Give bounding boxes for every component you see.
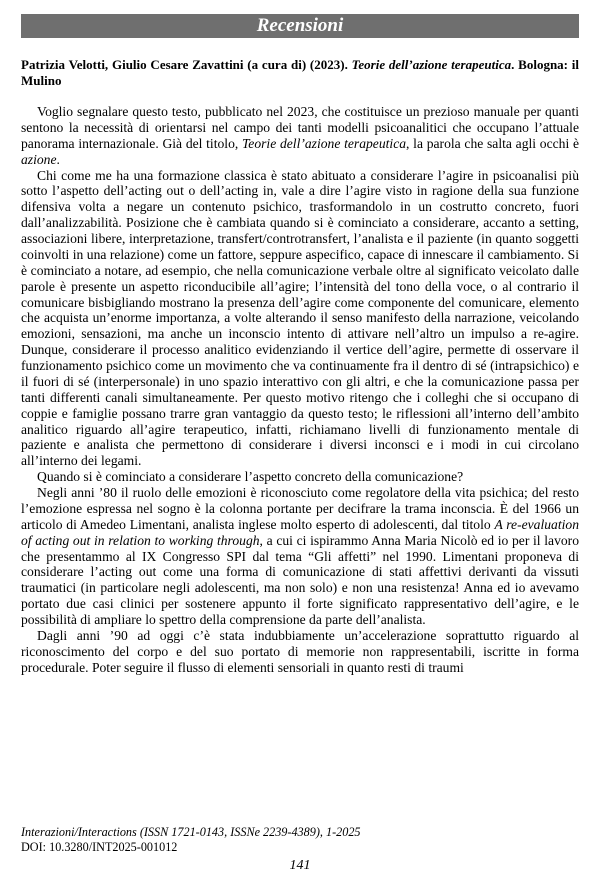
paragraph-4 xyxy=(21,485,579,628)
review-header xyxy=(21,57,579,89)
doi: DOI: 10.3280/INT2025-001012 xyxy=(21,840,178,854)
paragraph-3: Quando si è cominciato a considerare l’aspetto concreto della comunicazione? xyxy=(37,469,464,485)
paragraph-1 xyxy=(21,104,579,168)
paragraph-2: Chi come me ha una formazione classica è stato abituato a considerare l’agire in psicoanalisi più sotto l’aspetto dell’acting out o dell’acting in, vale a dire l’agire visto in ragione della sua funzione difensiva volta a negare un contenuto psichico, trasformandolo in un costrutto concreto, fuori dall’analizzabilità. Posizione che è cambiata quando si è cominciato a considerare, accanto a setting, associazioni libere, interpretazione, transfert/controtransfert, l’analista e il paziente (in quanto soggetti coinvolti in una relazione) come un fattore, seppure aspecifico, capace di innescare il cambiamento. Si è cominciato a notare, ad esempio, che nella comunicazione verbale oltre al significato veicolato dalle parole è presente un aspetto riconducibile all’agire; l’intensità del tono della voce, o al contrario il comunicare bisbigliando mostrano la presenza dell’agire come componente del comunicare, elemento che acquista un’enorme importanza, a volte alterando il senso manifesto della narrazione, veicolando emozioni, sensazioni, ma anche un inconscio intento di attivare nell’altro un impulso a re-agire. Dunque, considerare il processo analitico evidenziando il vertice dell’agire, permette di osservare il funzionamento psichico come un movimento che va continuamente fra il dentro di sé (intrapsichico) e il fuori di sé (interpersonale) in uno spazio interattivo con gli altri, e che la comunicazione passa per tanti differenti canali simultaneamente. Per questo motivo ritengo che i colleghi che si occupano di coppie e famiglie possano trarre gran vantaggio da questo testo; le riflessioni all’interno dell’ambito analitico riguardo all’agire terapeutico, infatti, richiamano livelli di funzionamento mentale di paziente e analista che permettono di considerare i diversi inconsci e i modi in cui circolano all’interno dei legami. xyxy=(21,167,579,469)
review-authors: Patrizia Velotti, Giulio Cesare Zavattini (a cura di) (2023). xyxy=(21,57,348,72)
review-publisher: . Bologna: il Mulino xyxy=(21,57,580,88)
review-body xyxy=(21,104,579,676)
paragraph-4-text-c: , a cui ci ispirammo Anna Maria Nicolò ed io per il lavoro che presentammo al IX Congresso SPI dal tema “Gli affetti” nel 1990. Limentani proponeva di considerare l’acting out come una forma di comunicazione di stati affettivi derivanti da vissuti traumatici (in particolare negli adolescenti, ma non solo) e non una resistenza! Anna ed io avevamo portato due casi clinici per sostenere appunto il forte significato rappresentativo dell’agire, e le possibilità di ampliare lo spettro della comprensione da parte dell’analista. xyxy=(21,532,579,627)
paragraph-4-article-title-italic: A re-evaluation of acting out in relation to working through xyxy=(21,516,580,548)
review-book-title: Teorie dell’azione terapeutica xyxy=(351,57,512,72)
paragraph-1-azione-italic: azione xyxy=(21,151,57,167)
section-banner xyxy=(21,14,579,38)
paragraph-1-text-c: , la parola che salta agli occhi è xyxy=(406,135,579,151)
journal-citation: Interazioni/Interactions (ISSN 1721-0143, ISSNe 2239-4389), 1-2025 xyxy=(21,825,361,839)
paragraph-5: Dagli anni ’90 ad oggi c’è stata indubbiamente un’accelerazione soprattutto riguardo al riconoscimento del corpo e del suo portato di memorie non rappresentabili, iscritte in forma procedurale. Poter seguire il flusso di elementi sensoriali in quanto resti di traumi xyxy=(21,627,579,675)
section-title: Recensioni xyxy=(256,15,344,36)
paragraph-1-title-italic: Teorie dell’azione terapeutica xyxy=(242,135,407,151)
page-footer xyxy=(21,825,579,855)
page-number: 141 xyxy=(289,858,311,873)
paragraph-1-text-e: . xyxy=(56,151,60,167)
paragraph-1-text-a: Voglio segnalare questo testo, pubblicato nel 2023, che costituisce un prezioso manuale per quanti sentono la necessità di orientarsi nel campo dei tanti modelli psicoanalitici che occupano l’attuale panorama internazionale. Già del titolo, xyxy=(21,104,579,151)
paragraph-4-text-a: Negli anni ’80 il ruolo delle emozioni è riconosciuto come regolatore della vita psichica; del resto l’emozione espressa nel sogno è la colonna portante per decifrare la trama inconscia. È del 1966 un articolo di Amedeo Limentani, analista inglese molto esperto di adolescenti, dal titolo xyxy=(21,485,579,532)
